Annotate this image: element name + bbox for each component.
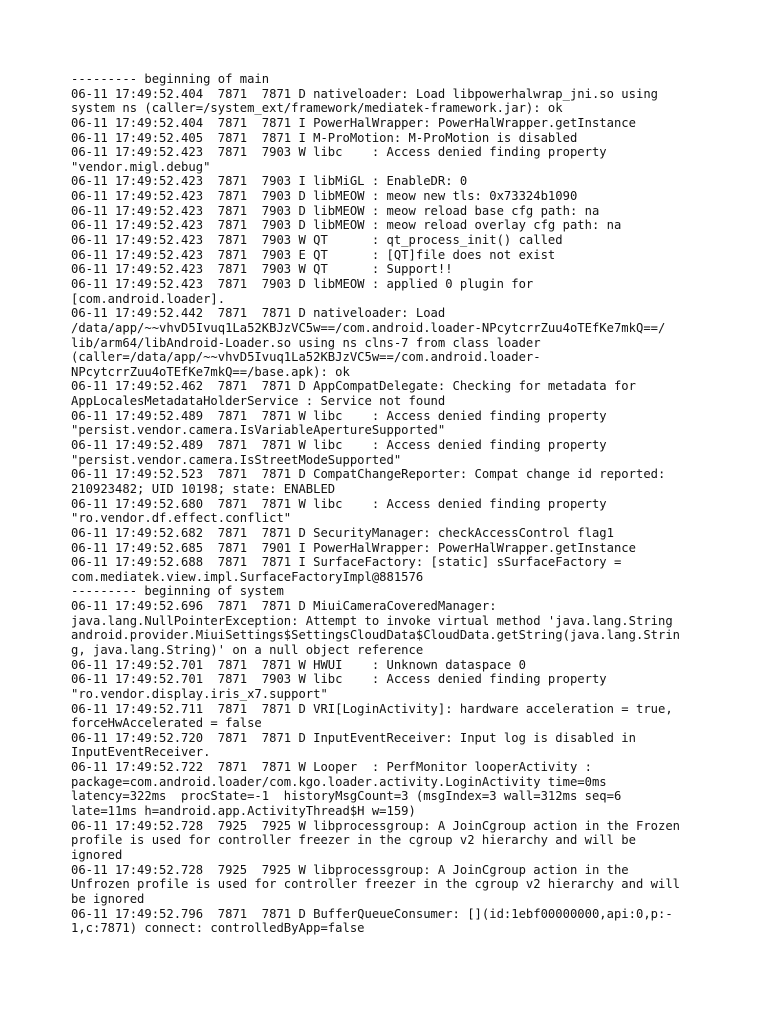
log-line: 06-11 17:49:52.682 7871 7871 D SecurityManager: checkAccessControl flag1 <box>71 525 614 540</box>
log-line: 06-11 17:49:52.701 7871 7903 W libc : Access denied finding property <box>71 672 607 687</box>
log-line: lib/arm64/libAndroid-Loader.so using ns clns-7 from class loader <box>71 335 541 350</box>
log-line: 06-11 17:49:52.728 7925 7925 W libprocessgroup: A JoinCgroup action in the Frozen <box>71 818 681 833</box>
log-line: 06-11 17:49:52.680 7871 7871 W libc : Access denied finding property <box>71 496 607 511</box>
log-line: InputEventReceiver. <box>71 745 211 760</box>
log-line: 06-11 17:49:52.404 7871 7871 I PowerHalWrapper: PowerHalWrapper.getInstance <box>71 115 636 130</box>
log-line: com.mediatek.view.impl.SurfaceFactoryImpl@881576 <box>71 569 424 584</box>
log-line: 06-11 17:49:52.685 7871 7901 I PowerHalWrapper: PowerHalWrapper.getInstance <box>71 540 636 555</box>
log-line: --------- beginning of main <box>71 72 270 86</box>
log-line: 06-11 17:49:52.701 7871 7871 W HWUI : Unknown dataspace 0 <box>71 657 526 672</box>
log-line: 06-11 17:49:52.722 7871 7871 W Looper : PerfMonitor looperActivity : <box>71 760 592 775</box>
log-line: 06-11 17:49:52.423 7871 7903 W libc : Access denied finding property <box>71 145 607 160</box>
log-line: system ns (caller=/system_ext/framework/mediatek-framework.jar): ok <box>71 101 563 116</box>
log-line: /data/app/~~vhvD5Ivuq1La52KBJzVC5w==/com.android.loader-NPcytcrrZuu4oTEfKe7mkQ==/ <box>71 320 666 335</box>
log-line: 06-11 17:49:52.442 7871 7871 D nativeloader: Load <box>71 306 446 321</box>
log-line: g, java.lang.String)' on a null object reference <box>71 642 424 657</box>
log-line: Unfrozen profile is used for controller freezer in the cgroup v2 hierarchy and will <box>71 877 681 892</box>
log-line: 06-11 17:49:52.696 7871 7871 D MiuiCameraCoveredManager: <box>71 599 497 614</box>
log-line: --------- beginning of system <box>71 584 284 599</box>
log-line: 06-11 17:49:52.405 7871 7871 I M-ProMotion: M-ProMotion is disabled <box>71 130 578 145</box>
log-line: 06-11 17:49:52.423 7871 7903 E QT : [QT]file does not exist <box>71 247 556 262</box>
log-line: 06-11 17:49:52.423 7871 7903 D libMEOW : applied 0 plugin for <box>71 276 534 291</box>
log-line: 06-11 17:49:52.423 7871 7903 I libMiGL : EnableDR: 0 <box>71 174 468 189</box>
log-line: 06-11 17:49:52.423 7871 7903 W QT : Support!! <box>71 262 453 277</box>
log-line: 06-11 17:49:52.489 7871 7871 W libc : Access denied finding property <box>71 438 607 453</box>
log-line: 06-11 17:49:52.462 7871 7871 D AppCompatDelegate: Checking for metadata for <box>71 379 636 394</box>
log-line: latency=322ms procState=-1 historyMsgCount=3 (msgIndex=3 wall=312ms seq=6 <box>71 789 622 804</box>
log-line: 06-11 17:49:52.796 7871 7871 D BufferQueueConsumer: [](id:1ebf00000000,api:0,p:- <box>71 906 673 921</box>
log-line: java.lang.NullPointerException: Attempt to invoke virtual method 'java.lang.String <box>71 613 673 628</box>
log-line: "ro.vendor.df.effect.conflict" <box>71 511 292 526</box>
log-line: NPcytcrrZuu4oTEfKe7mkQ==/base.apk): ok <box>71 364 350 379</box>
log-line: forceHwAccelerated = false <box>71 716 262 731</box>
log-line: [com.android.loader]. <box>71 291 226 306</box>
log-line: 06-11 17:49:52.728 7925 7925 W libprocessgroup: A JoinCgroup action in the <box>71 862 629 877</box>
log-line: 06-11 17:49:52.423 7871 7903 W QT : qt_process_init() called <box>71 233 563 248</box>
log-line: AppLocalesMetadataHolderService : Service not found <box>71 394 446 409</box>
log-line: "persist.vendor.camera.IsVariableApertureSupported" <box>71 423 446 438</box>
log-line: 06-11 17:49:52.720 7871 7871 D InputEventReceiver: Input log is disabled in <box>71 730 636 745</box>
log-line: 06-11 17:49:52.711 7871 7871 D VRI[LoginActivity]: hardware acceleration = true, <box>71 701 673 716</box>
log-line: 06-11 17:49:52.688 7871 7871 I SurfaceFactory: [static] sSurfaceFactory = <box>71 555 622 570</box>
log-line: (caller=/data/app/~~vhvD5Ivuq1La52KBJzVC5w==/com.android.loader- <box>71 350 541 365</box>
log-line: 06-11 17:49:52.523 7871 7871 D CompatChangeReporter: Compat change id reported: <box>71 467 666 482</box>
log-line: 210923482; UID 10198; state: ENABLED <box>71 481 336 496</box>
log-line: profile is used for controller freezer in the cgroup v2 hierarchy and will be <box>71 833 636 848</box>
log-line: android.provider.MiuiSettings$SettingsCloudData$CloudData.getString(java.lang.Strin <box>71 628 681 643</box>
log-line: package=com.android.loader/com.kgo.loader.activity.LoginActivity time=0ms <box>71 774 607 789</box>
log-line: "vendor.migl.debug" <box>71 159 211 174</box>
log-line: 06-11 17:49:52.423 7871 7903 D libMEOW : meow new tls: 0x73324b1090 <box>71 189 578 204</box>
log-line: 06-11 17:49:52.489 7871 7871 W libc : Access denied finding property <box>71 408 607 423</box>
log-line: 06-11 17:49:52.423 7871 7903 D libMEOW : meow reload base cfg path: na <box>71 203 600 218</box>
log-line: late=11ms h=android.app.ActivityThread$H w=159) <box>71 804 416 819</box>
log-line: be ignored <box>71 891 145 906</box>
log-line: "ro.vendor.display.iris_x7.support" <box>71 686 328 701</box>
log-line: "persist.vendor.camera.IsStreetModeSupported" <box>71 452 402 467</box>
log-line: 06-11 17:49:52.404 7871 7871 D nativeloader: Load libpowerhalwrap_jni.so using <box>71 86 658 101</box>
log-line: 06-11 17:49:52.423 7871 7903 D libMEOW : meow reload overlay cfg path: na <box>71 218 622 233</box>
log-line: ignored <box>71 847 123 862</box>
log-line: 1,c:7871) connect: controlledByApp=false <box>71 921 365 936</box>
log-text <box>71 72 711 936</box>
